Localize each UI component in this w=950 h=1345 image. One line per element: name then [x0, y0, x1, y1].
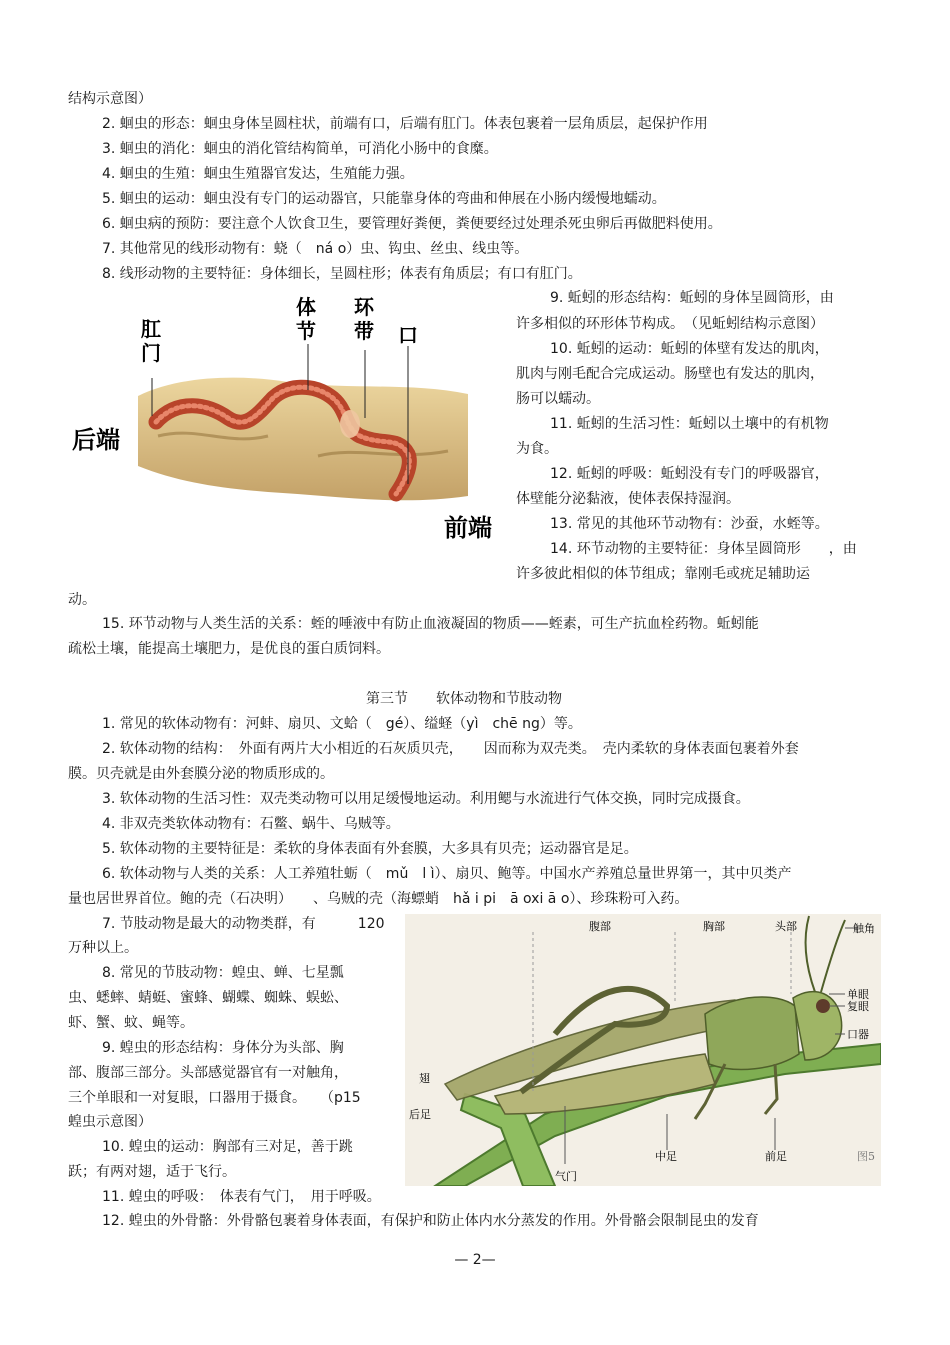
- text-line: 4. 蛔虫的生殖：蛔虫生殖器官发达，生殖能力强。: [102, 166, 414, 182]
- text-line: 部、腹部三部分。头部感觉器官有一对触角，: [68, 1065, 348, 1081]
- figure-number: 图5: [857, 1150, 875, 1163]
- text-line: 虫、蟋蟀、蜻蜓、蜜蜂、蝴蝶、蜘蛛、蜈蚣、: [68, 990, 348, 1006]
- front-end-label: 前端: [444, 513, 492, 542]
- text-line: 9. 蝗虫的形态结构：身体分为头部、胸: [102, 1040, 344, 1056]
- mouthparts-label: 口器: [847, 1028, 869, 1041]
- text-line: 为食。: [516, 441, 558, 457]
- text-line: 7. 节肢动物是最大的动物类群，有 120: [102, 916, 385, 932]
- locust-thorax: [705, 997, 799, 1069]
- text-line: 2. 软体动物的结构： 外面有两片大小相近的石灰质贝壳， 因而称为双壳类。 壳内柔软的身体表面包裹着外套: [102, 741, 799, 757]
- mouth-label: 口: [398, 323, 418, 347]
- text-line: 量也居世界首位。鲍的壳（石决明） 、乌贼的壳（海螵蛸 hǎ i pi ā oxi ā o）、珍珠粉可入药。: [68, 891, 689, 907]
- section-title: 第三节 软体动物和节肢动物: [366, 691, 562, 707]
- soil-background: [138, 378, 468, 501]
- text-line: 跃；有两对翅，适于飞行。: [68, 1164, 236, 1180]
- text-line: 10. 蚯蚓的运动：蚯蚓的体壁有发达的肌肉，: [550, 341, 829, 357]
- segment-label-2: 节: [296, 319, 316, 343]
- hind-leg-label: 后足: [409, 1108, 431, 1121]
- text-line: 膜。贝壳就是由外套膜分泌的物质形成的。: [68, 766, 334, 782]
- text-line: 9. 蚯蚓的形态结构：蚯蚓的身体呈圆筒形，由: [550, 290, 834, 306]
- text-line: 肠可以蠕动。: [516, 391, 600, 407]
- text-line: 5. 软体动物的主要特征是：柔软的身体表面有外套膜，大多具有贝壳；运动器官是足。: [102, 841, 638, 857]
- text-line: 10. 蝗虫的运动：胸部有三对足，善于跳: [102, 1139, 353, 1155]
- locust-structure-figure: [405, 914, 881, 1186]
- text-line: 虾、蟹、蚊、蝇等。: [68, 1015, 194, 1031]
- compound-eye-label: 复眼: [847, 1000, 869, 1013]
- text-line: 5. 蛔虫的运动：蛔虫没有专门的运动器官，只能靠身体的弯曲和伸展在小肠内缓慢地蠕动。: [102, 191, 666, 207]
- text-line: 蝗虫示意图）: [68, 1114, 152, 1130]
- text-line: 14. 环节动物的主要特征：身体呈圆筒形 ，由: [550, 541, 857, 557]
- antenna-label: 触角: [853, 922, 875, 935]
- text-line: 13. 常见的其他环节动物有：沙蚕，水蛭等。: [550, 516, 829, 532]
- compound-eye: [816, 999, 830, 1013]
- text-line: 三个单眼和一对复眼，口器用于摄食。 （p15: [68, 1090, 361, 1106]
- text-line: 体壁能分泌黏液，使体表保持湿润。: [516, 491, 740, 507]
- text-line: 万种以上。: [68, 940, 138, 956]
- text-line: 11. 蝗虫的呼吸： 体表有气门， 用于呼吸。: [102, 1189, 381, 1205]
- ocelli-label: 单眼: [847, 988, 869, 1001]
- text-line: 结构示意图）: [68, 91, 152, 107]
- text-line: 6. 蛔虫病的预防：要注意个人饮食卫生，要管理好粪便，粪便要经过处理杀死虫卵后再做肥料使用。: [102, 216, 722, 232]
- abdomen-label: 腹部: [589, 920, 611, 933]
- text-line: 8. 常见的节肢动物：蝗虫、蝉、七星瓢: [102, 965, 344, 981]
- text-line: 12. 蝗虫的外骨骼：外骨骼包裹着身体表面，有保护和防止体内水分蒸发的作用。外骨骼会限制昆虫的发育: [102, 1213, 759, 1229]
- segment-label-1: 体: [296, 295, 316, 319]
- fore-leg-label: 前足: [765, 1150, 787, 1163]
- text-line: 7. 其他常见的线形动物有：蛲（ ná o）虫、钩虫、丝虫、线虫等。: [102, 241, 529, 257]
- clitellum-label-1: 环: [354, 295, 374, 319]
- text-line: 4. 非双壳类软体动物有：石鳖、蜗牛、乌贼等。: [102, 816, 400, 832]
- anus-label-1: 肛: [141, 317, 161, 341]
- clitellum: [340, 410, 360, 438]
- text-line: 12. 蚯蚓的呼吸：蚯蚓没有专门的呼吸器官，: [550, 466, 829, 482]
- text-line: 2. 蛔虫的形态：蛔虫身体呈圆柱状，前端有口，后端有肛门。体表包裹着一层角质层，起保护作用: [102, 116, 708, 132]
- thorax-label: 胸部: [703, 920, 725, 933]
- text-line: 8. 线形动物的主要特征：身体细长，呈圆柱形；体表有角质层；有口有肛门。: [102, 266, 582, 282]
- earthworm-structure-figure: [68, 286, 508, 548]
- text-line: 11. 蚯蚓的生活习性：蚯蚓以土壤中的有机物: [550, 416, 829, 432]
- text-line: 疏松土壤，能提高土壤肥力，是优良的蛋白质饲料。: [68, 641, 390, 657]
- text-line: 许多彼此相似的体节组成；靠刚毛或疣足辅助运: [516, 566, 810, 582]
- middle-leg-label: 中足: [655, 1150, 677, 1163]
- clitellum-label-2: 带: [354, 319, 374, 343]
- text-line: 许多相似的环形体节构成。 （见蚯蚓结构示意图）: [516, 316, 824, 332]
- text-line: 3. 软体动物的生活习性：双壳类动物可以用足缓慢地运动。利用鳃与水流进行气体交换，同时完成摄食。: [102, 791, 750, 807]
- text-line: 15. 环节动物与人类生活的关系：蛭的唾液中有防止血液凝固的物质——蛭素，可生产抗血栓药物。蚯蚓能: [102, 616, 759, 632]
- page-number: — 2—: [454, 1252, 496, 1268]
- text-line: 动。: [68, 592, 96, 608]
- anus-label-2: 门: [141, 341, 161, 365]
- text-line: 1. 常见的软体动物有：河蚌、扇贝、文蛤（ gé）、缢蛏（yì chē ng）等。: [102, 716, 582, 732]
- head-label: 头部: [775, 920, 797, 933]
- text-line: 肌肉与刚毛配合完成运动。肠壁也有发达的肌肉，: [516, 366, 824, 382]
- wing-label: 翅: [419, 1072, 430, 1085]
- spiracle-label: 气门: [555, 1170, 577, 1183]
- text-line: 3. 蛔虫的消化：蛔虫的消化管结构简单，可消化小肠中的食糜。: [102, 141, 498, 157]
- text-line: 6. 软体动物与人类的关系：人工养殖牡蛎（ mǔ l ì）、扇贝、鲍等。中国水产养殖总量世界第一，其中贝类产: [102, 866, 792, 882]
- rear-end-label: 后端: [72, 425, 120, 454]
